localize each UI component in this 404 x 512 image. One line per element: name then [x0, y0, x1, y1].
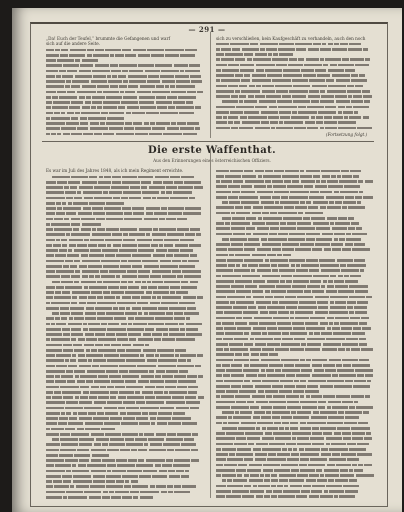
previous-story-right-first-line: sich zu verschließen, kein Kaufgeschäft zu verhandeln, auch den noch	[216, 36, 366, 41]
text-line	[216, 368, 376, 373]
text-line	[216, 410, 376, 415]
text-line	[216, 115, 376, 120]
section-rule	[42, 141, 374, 142]
text-line	[216, 341, 376, 346]
text-line	[216, 488, 376, 493]
text-line	[216, 431, 376, 436]
text-line	[46, 242, 206, 247]
text-line	[46, 494, 206, 499]
text-line	[46, 73, 206, 78]
story-title: Die erste Waffenthat.	[148, 145, 276, 156]
text-line	[46, 206, 206, 211]
text-line	[46, 437, 206, 442]
text-line	[216, 173, 376, 178]
text-line	[216, 284, 376, 289]
text-line	[216, 257, 376, 262]
text-line	[216, 320, 376, 325]
text-line	[216, 404, 376, 409]
page-number: — 291 —	[188, 25, 226, 34]
text-line	[46, 185, 206, 190]
text-line	[216, 73, 376, 78]
continuation-note: (Fortsetzung folgt.)	[326, 132, 368, 137]
text-line	[216, 383, 376, 388]
text-line	[46, 121, 206, 126]
text-line	[216, 125, 376, 130]
text-line	[46, 332, 206, 337]
text-line	[46, 305, 206, 310]
previous-story-first-line: „Da! Euch der Teufel,“ brummte die Gefangenen und warf	[46, 36, 171, 41]
text-line	[46, 347, 206, 352]
text-line	[46, 227, 206, 232]
text-line	[46, 458, 206, 463]
text-line	[46, 353, 206, 358]
article-first-line: Es war im Juli des Jahres 1848, als ich mein Regiment erreichte.	[46, 168, 184, 173]
text-line	[216, 299, 376, 304]
column-divider-top	[210, 32, 211, 138]
text-line	[46, 473, 206, 478]
text-line	[46, 94, 206, 99]
text-line	[46, 368, 206, 373]
text-line	[216, 46, 376, 51]
text-line	[46, 410, 206, 415]
text-line	[216, 452, 376, 457]
text-line	[216, 194, 376, 199]
text-line	[216, 347, 376, 352]
previous-story-left-column	[46, 47, 206, 136]
article-left-column	[46, 174, 206, 500]
text-line	[46, 431, 206, 436]
text-line	[216, 362, 376, 367]
text-line	[216, 473, 376, 478]
text-line	[46, 269, 206, 274]
text-line	[46, 131, 206, 136]
story-subtitle: Aus den Erinnerungen eines österreichischen Offiziers.	[153, 158, 271, 163]
text-line	[46, 263, 206, 268]
text-line	[216, 467, 376, 472]
text-line	[216, 236, 376, 241]
text-line	[46, 311, 206, 316]
text-line	[46, 100, 206, 105]
text-line	[216, 215, 376, 220]
text-line	[216, 305, 376, 310]
text-line	[216, 263, 376, 268]
text-line	[216, 94, 376, 99]
text-line	[46, 79, 206, 84]
text-line	[216, 242, 376, 247]
text-line	[46, 326, 206, 331]
text-line	[46, 389, 206, 394]
text-line	[46, 374, 206, 379]
text-line	[216, 494, 376, 499]
text-line	[46, 52, 206, 57]
text-line	[216, 109, 376, 114]
text-line	[216, 179, 376, 184]
article-right-column	[216, 168, 376, 499]
text-line	[216, 278, 376, 283]
text-line	[216, 88, 376, 93]
text-line	[46, 395, 206, 400]
text-line	[216, 221, 376, 226]
text-line	[46, 179, 206, 184]
text-line	[216, 200, 376, 205]
text-line	[216, 446, 376, 451]
book-page	[12, 8, 402, 512]
text-line	[46, 284, 206, 289]
text-line	[216, 326, 376, 331]
previous-story-right-column	[216, 41, 376, 130]
text-line	[216, 67, 376, 72]
text-line	[216, 425, 376, 430]
text-line	[46, 248, 206, 253]
previous-story-second-line: sich auf die andere Seite.	[46, 41, 101, 46]
column-divider	[210, 148, 211, 498]
text-line	[46, 290, 206, 295]
text-line	[46, 416, 206, 421]
